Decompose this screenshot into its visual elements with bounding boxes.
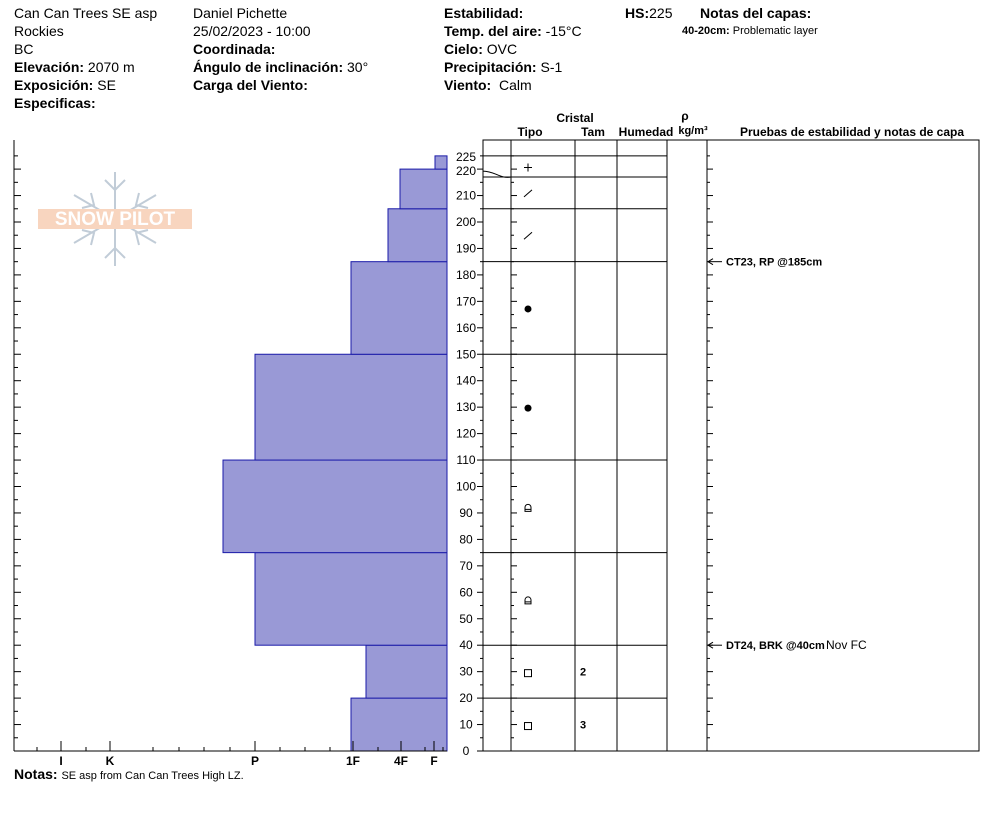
notes-text: SE asp from Can Can Trees High LZ.	[61, 770, 244, 782]
coord-label: Coordinada:	[193, 41, 276, 57]
height-tick-label: 0	[462, 744, 470, 758]
hs-label: HS:	[625, 5, 650, 21]
height-tick-label: 10	[459, 717, 473, 732]
grain-square-icon	[525, 670, 532, 677]
aspect-label: Exposición:	[14, 77, 94, 93]
layer-notes-label: Notas del capas:	[700, 5, 812, 21]
slope-label: Ángulo de inclinación:	[193, 59, 344, 75]
hardness-bar	[435, 156, 447, 169]
hardness-bar	[255, 553, 447, 646]
grain-plus-icon	[524, 163, 532, 171]
grain-dot-icon	[525, 305, 532, 312]
hardness-bar	[351, 262, 447, 355]
slope-value: 30°	[347, 59, 369, 75]
grain-square-icon	[525, 723, 532, 730]
aspect-value: SE	[97, 77, 116, 93]
location: Can Can Trees SE asp	[14, 5, 158, 21]
grain-size-label: 3	[580, 719, 587, 732]
hardness-bar	[351, 698, 447, 751]
test-label: CT23, RP @185cm	[726, 256, 823, 269]
height-tick-label: 100	[455, 479, 477, 494]
province: BC	[14, 41, 34, 57]
grain-symbols	[524, 163, 586, 731]
specifics-label: Especificas:	[14, 95, 96, 111]
stability-label: Estabilidad:	[444, 5, 524, 21]
datetime: 25/02/2023 - 10:00	[193, 23, 311, 39]
rho-heading: ρ	[681, 109, 689, 123]
elevation-value: 2070 m	[87, 59, 135, 75]
density-unit-heading: kg/m³	[678, 125, 708, 137]
hardness-bar	[388, 209, 447, 262]
hardness-bars	[223, 156, 447, 751]
height-tick-label: 225	[455, 149, 477, 164]
sky-value: OVC	[486, 41, 518, 57]
test-label: DT24, BRK @40cm	[726, 640, 825, 653]
tipo-heading: Tipo	[517, 125, 543, 139]
grain-dot-icon	[525, 405, 532, 412]
humedad-heading: Humedad	[618, 125, 674, 139]
hardness-tick-label: I	[59, 754, 63, 768]
height-tick-label: 170	[455, 294, 477, 309]
observer: Daniel Pichette	[193, 5, 288, 21]
layer-note-range: 40-20cm:	[682, 25, 730, 37]
height-tick-label: 60	[459, 585, 473, 600]
grain-faceted-rounded-icon	[525, 597, 531, 604]
air-temp-value: -15°C	[545, 23, 582, 39]
grain-slash-icon	[524, 190, 532, 197]
height-tick-label: 200	[455, 215, 477, 229]
snowpilot-logo	[38, 172, 192, 266]
height-tick-label: 140	[455, 373, 477, 388]
height-tick-label: 210	[455, 188, 477, 203]
notes-label: Notas:	[14, 766, 58, 782]
layer-note-text: Problematic layer	[732, 25, 818, 37]
height-tick-label: 190	[455, 241, 477, 256]
sky-label: Cielo:	[444, 41, 483, 57]
height-tick-label: 80	[459, 532, 473, 547]
height-tick-label: 50	[459, 611, 473, 626]
surface-connector	[483, 171, 511, 177]
precip-value: S-1	[540, 59, 563, 75]
height-tick-label: 150	[455, 347, 477, 362]
height-tick-label: 110	[456, 453, 476, 468]
hardness-tick-label: K	[105, 754, 115, 768]
height-tick-label: 20	[459, 691, 473, 706]
layer-table	[483, 140, 979, 751]
hardness-tick-label: 4F	[393, 754, 409, 768]
cristal-heading: Cristal	[556, 111, 594, 125]
wind-load-label: Carga del Viento:	[193, 77, 308, 93]
hardness-tick-label: F	[430, 754, 438, 768]
height-tick-label: 30	[459, 664, 473, 679]
precip-label: Precipitación:	[444, 59, 537, 75]
height-tick-label: 160	[455, 320, 477, 335]
elevation-label: Elevación:	[14, 59, 85, 75]
grain-size-label: 2	[580, 666, 587, 679]
hardness-bar	[223, 460, 447, 553]
grain-faceted-rounded-icon	[525, 504, 531, 511]
hardness-bar	[366, 645, 447, 698]
height-tick-label: 90	[459, 505, 473, 520]
notes-row	[14, 766, 244, 782]
height-tick-label: 120	[455, 426, 477, 441]
height-tick-label: 180	[455, 267, 477, 282]
stability-tests	[708, 257, 867, 653]
height-tick-label: 130	[455, 400, 477, 415]
tam-heading: Tam	[581, 125, 605, 139]
air-temp-label: Temp. del aire:	[444, 23, 542, 39]
height-tick-label: 70	[459, 558, 473, 573]
tests-heading: Pruebas de estabilidad y notas de capa	[739, 125, 965, 139]
wind-value: Calm	[498, 77, 532, 93]
wind-label: Viento:	[444, 77, 492, 93]
hardness-tick-label: P	[250, 754, 260, 768]
test-note: Nov FC	[826, 638, 867, 653]
region: Rockies	[14, 23, 64, 39]
hardness-bar	[400, 169, 447, 209]
height-tick-label: 220	[455, 164, 477, 179]
hs-value: 225	[649, 5, 673, 21]
hardness-bar	[255, 354, 447, 460]
grain-slash-icon	[524, 232, 532, 239]
height-tick-label: 40	[459, 638, 473, 653]
hardness-tick-label: 1F	[345, 754, 361, 768]
logo-text: SNOW PILOT	[54, 209, 176, 230]
